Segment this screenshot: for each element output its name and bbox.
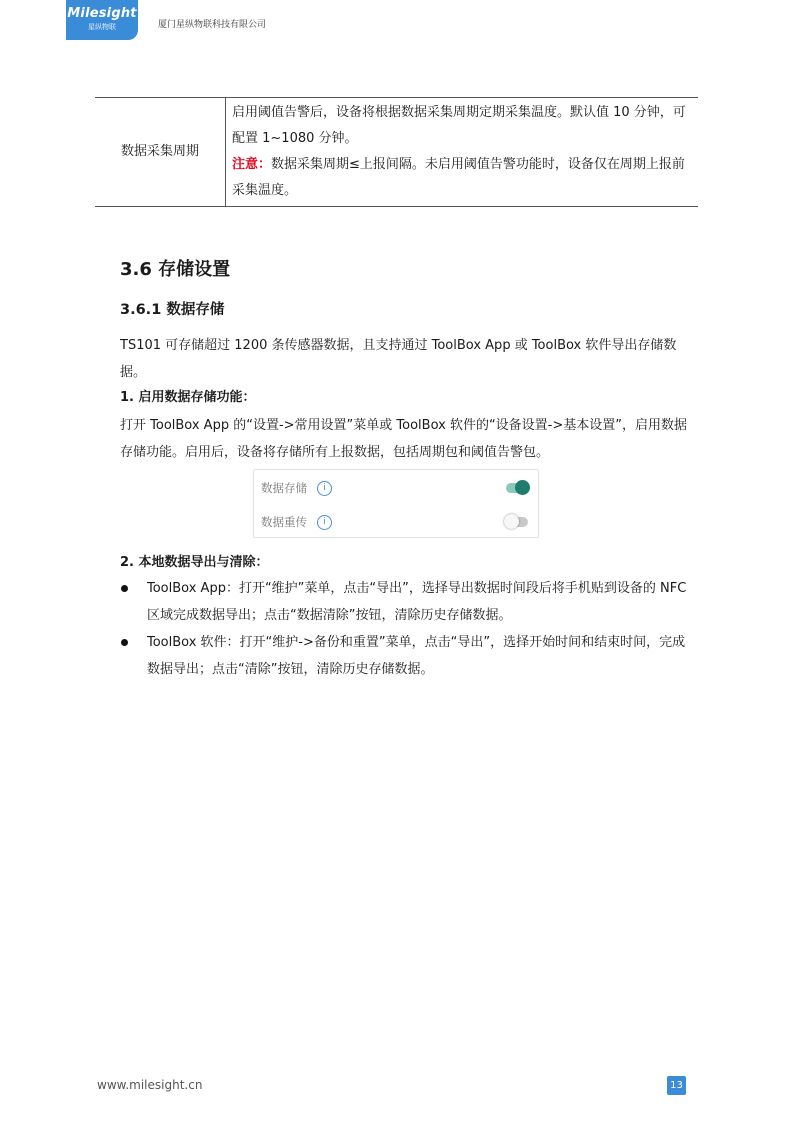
parameter-table bbox=[95, 97, 698, 207]
info-icon[interactable]: i bbox=[317, 481, 332, 496]
footer-url: www.milesight.cn bbox=[97, 1078, 203, 1092]
note-label: 注意： bbox=[232, 157, 272, 172]
step1-heading: 1. 启用数据存储功能： bbox=[120, 390, 256, 405]
info-icon[interactable]: i bbox=[317, 515, 332, 530]
storage-settings-panel bbox=[253, 469, 539, 538]
logo-subtext: 星纵物联 bbox=[88, 23, 116, 31]
step2-heading: 2. 本地数据导出与清除： bbox=[120, 555, 269, 570]
list-item bbox=[120, 629, 692, 683]
data-storage-label: 数据存储 bbox=[261, 481, 307, 495]
bullet-icon bbox=[121, 639, 128, 646]
bullet-icon bbox=[121, 585, 128, 592]
table-row bbox=[95, 98, 698, 207]
milesight-logo bbox=[66, 0, 138, 40]
step1-paragraph: 打开 ToolBox App 的“设置->常用设置”菜单或 ToolBox 软件的“设备设置->基本设置”，启用数据存储功能。启用后，设备将存储所有上报数据，包括周期包和阈值告警包。 bbox=[120, 418, 687, 460]
note-text: 数据采集周期≤上报间隔。未启用阈值告警功能时，设备仅在周期上报前采集温度。 bbox=[232, 157, 685, 198]
param-description: 启用阈值告警后，设备将根据数据采集周期定期采集温度。默认值 10 分钟，可配置 1~1080 分钟。 bbox=[232, 105, 686, 146]
section-title: 3.6 存储设置 bbox=[120, 259, 231, 280]
data-retransmission-toggle[interactable] bbox=[506, 517, 528, 527]
param-desc-cell bbox=[226, 98, 699, 207]
company-name: 厦门星纵物联科技有限公司 bbox=[158, 20, 267, 30]
list-item bbox=[120, 575, 692, 629]
bullet-text: ToolBox App：打开“维护”菜单，点击“导出”，选择导出数据时间段后将手机贴到设备的 NFC 区域完成数据导出；点击“数据清除”按钮，清除历史存储数据。 bbox=[147, 581, 687, 623]
data-retransmission-label: 数据重传 bbox=[261, 515, 307, 529]
toggle-knob bbox=[504, 514, 519, 529]
data-retransmission-row bbox=[254, 506, 538, 540]
intro-paragraph: TS101 可存储超过 1200 条传感器数据，且支持通过 ToolBox App 或 ToolBox 软件导出存储数据。 bbox=[120, 338, 677, 380]
logo-text: Milesight bbox=[67, 6, 137, 21]
bullet-text: ToolBox 软件：打开“维护->备份和重置”菜单，点击“导出”，选择开始时间和结束时间，完成数据导出；点击“清除”按钮，清除历史存储数据。 bbox=[147, 635, 686, 677]
data-storage-row bbox=[254, 472, 538, 506]
toggle-knob bbox=[515, 480, 530, 495]
data-storage-toggle[interactable] bbox=[506, 483, 528, 493]
subsection-title: 3.6.1 数据存储 bbox=[120, 302, 225, 318]
export-methods-list bbox=[120, 575, 692, 683]
page-number: 13 bbox=[667, 1076, 686, 1095]
param-name-cell: 数据采集周期 bbox=[95, 98, 226, 207]
